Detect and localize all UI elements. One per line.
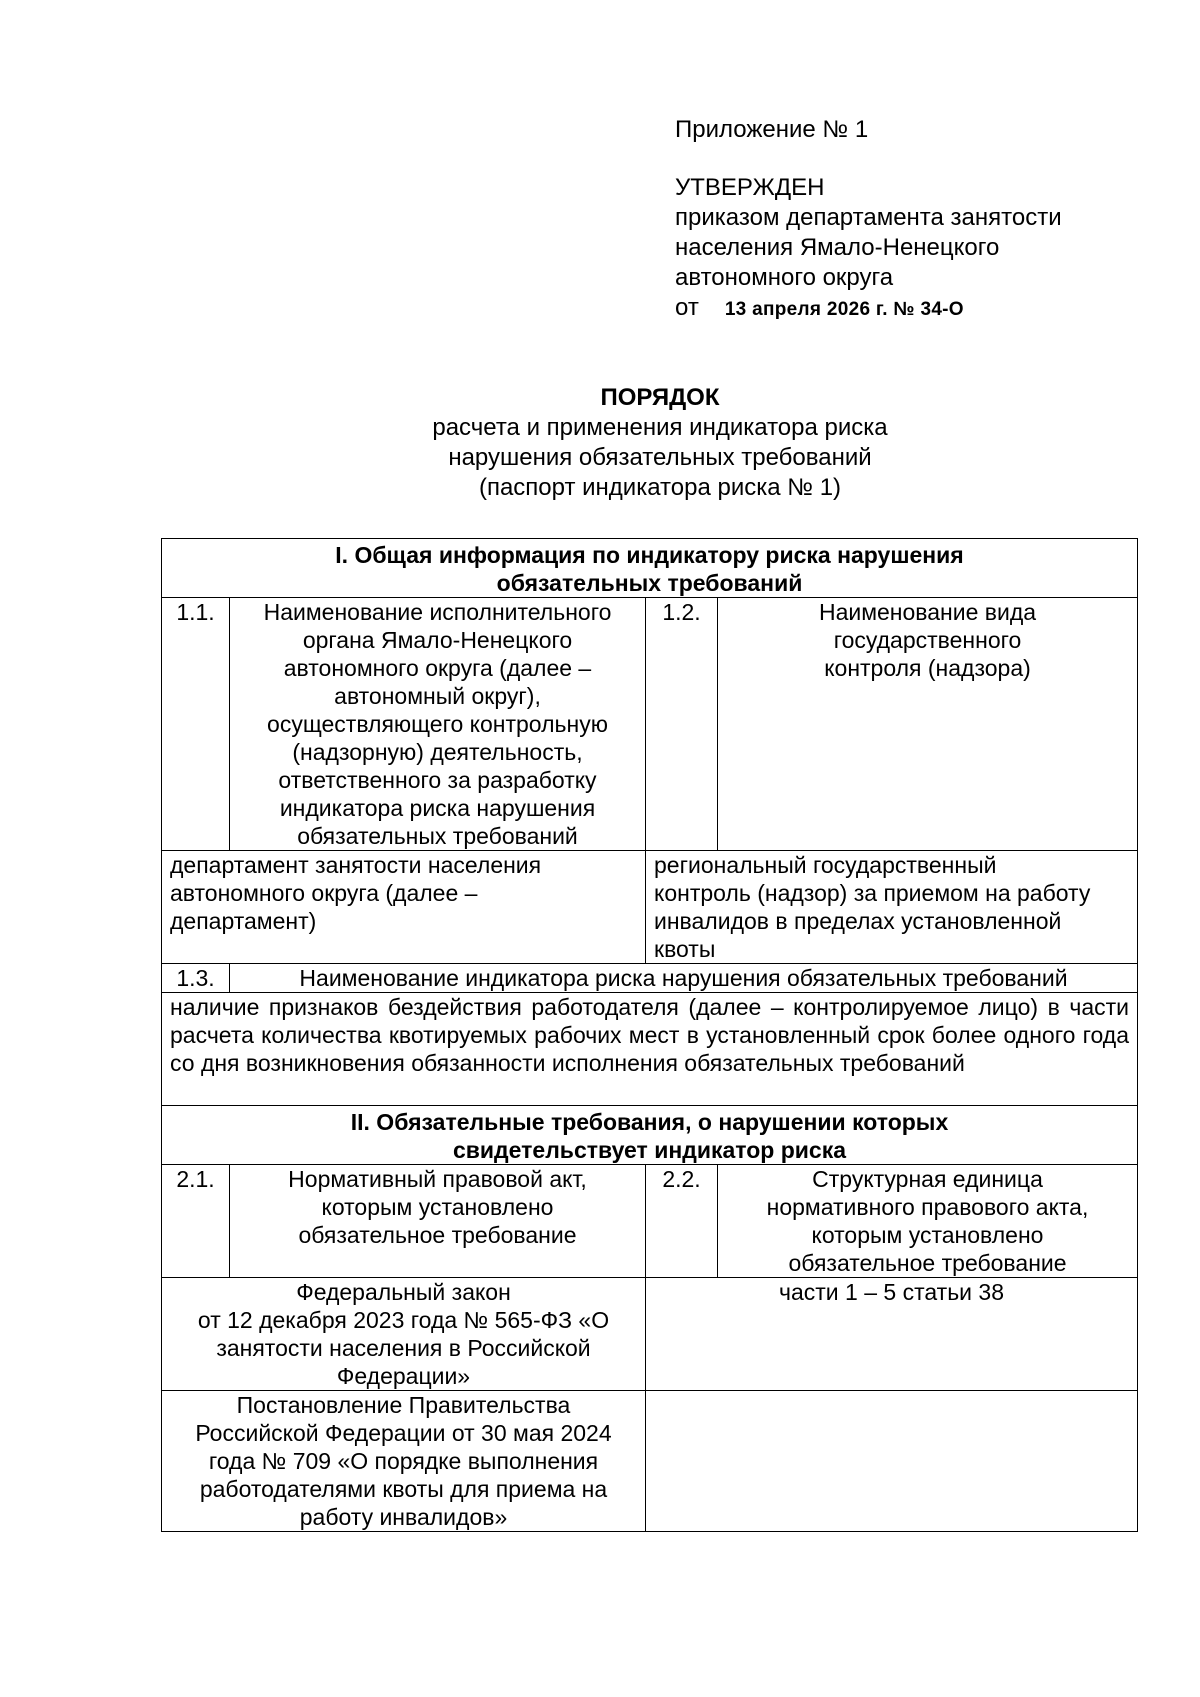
unit-cell bbox=[646, 1391, 1138, 1532]
act-cell bbox=[162, 1391, 646, 1532]
value-line: квоты bbox=[654, 936, 716, 962]
act-line: Российской Федерации от 30 мая 2024 bbox=[195, 1420, 612, 1446]
label-line: автономный округ), bbox=[334, 683, 541, 709]
label-line: индикатора риска нарушения bbox=[279, 795, 596, 821]
act-line: Постановление Правительства bbox=[236, 1392, 571, 1418]
act-cell bbox=[162, 1278, 646, 1391]
label-line: которым установлено bbox=[321, 1194, 554, 1220]
value-line: инвалидов в пределах установленной bbox=[654, 908, 1062, 934]
item-number: 2.2. bbox=[646, 1165, 718, 1278]
label-line: государственного bbox=[833, 627, 1022, 653]
order-line: приказом департамента занятости bbox=[675, 204, 1062, 231]
item-1-2-value bbox=[646, 851, 1138, 964]
unit-cell: части 1 – 5 статьи 38 bbox=[646, 1278, 1138, 1391]
appendix-label: Приложение № 1 bbox=[675, 116, 869, 143]
value-line: автономного округа (далее – bbox=[170, 880, 478, 906]
label-line: осуществляющего контрольную bbox=[267, 711, 608, 737]
table-row bbox=[162, 993, 1138, 1106]
label-line: обязательных требований bbox=[297, 823, 578, 849]
order-date: 13 апреля 2026 г. № 34-О bbox=[724, 299, 964, 320]
table-row bbox=[162, 1278, 1138, 1391]
act-line: от 12 декабря 2023 года № 565-ФЗ «О bbox=[197, 1307, 610, 1333]
value-line: региональный государственный bbox=[654, 852, 997, 878]
heading-line: обязательных требований bbox=[496, 570, 803, 596]
label-line: Наименование исполнительного bbox=[263, 599, 612, 625]
label-line: автономного округа (далее – bbox=[283, 655, 592, 681]
act-line: Федеральный закон bbox=[296, 1279, 511, 1305]
item-1-1-value bbox=[162, 851, 646, 964]
label-line: Нормативный правовой акт, bbox=[288, 1166, 587, 1192]
table-row bbox=[162, 964, 1138, 993]
label-line: которым установлено bbox=[811, 1222, 1044, 1248]
item-number: 2.1. bbox=[162, 1165, 230, 1278]
label-line: Структурная единица bbox=[812, 1166, 1043, 1192]
label-line: контроля (надзора) bbox=[824, 655, 1031, 681]
document-title bbox=[0, 383, 1200, 503]
label-line: нормативного правового акта, bbox=[766, 1194, 1089, 1220]
label-line: органа Ямало-Ненецкого bbox=[302, 627, 573, 653]
title-line: расчета и применения индикатора риска bbox=[432, 414, 888, 441]
order-line: автономного округа bbox=[675, 264, 894, 291]
heading-line: I. Общая информация по индикатору риска нарушения bbox=[335, 542, 964, 568]
item-1-2-label bbox=[718, 598, 1138, 851]
approved-stamp: УТВЕРЖДЕН bbox=[675, 174, 825, 201]
label-line: (надзорную) деятельность, bbox=[292, 739, 583, 765]
date-prefix: от bbox=[675, 294, 699, 321]
order-date-row bbox=[675, 293, 1145, 325]
section1-heading bbox=[162, 539, 1138, 598]
table-row bbox=[162, 1165, 1138, 1278]
label-line: ответственного за разработку bbox=[278, 767, 597, 793]
approval-block bbox=[675, 115, 1145, 325]
item-1-3-value: наличие признаков бездействия работодателя (далее – контролируемое лицо) в части расчета количества квотируемых рабочих мест в установленный срок более одного года со дня возникновения обязанности исполнения обязательных требований bbox=[162, 993, 1138, 1106]
title-line: (паспорт индикатора риска № 1) bbox=[478, 474, 842, 501]
item-2-2-label bbox=[718, 1165, 1138, 1278]
item-1-3-label: Наименование индикатора риска нарушения обязательных требований bbox=[230, 964, 1138, 993]
table-row bbox=[162, 1391, 1138, 1532]
item-number: 1.1. bbox=[162, 598, 230, 851]
label-line: Наименование вида bbox=[818, 599, 1037, 625]
item-1-1-label bbox=[230, 598, 646, 851]
passport-table bbox=[161, 538, 1138, 1532]
table-row bbox=[162, 851, 1138, 964]
value-line: контроль (надзор) за приемом на работу bbox=[654, 880, 1091, 906]
section-heading-row bbox=[162, 539, 1138, 598]
label-line: обязательное требование bbox=[788, 1250, 1067, 1276]
section2-heading bbox=[162, 1106, 1138, 1165]
heading-line: II. Обязательные требования, о нарушении которых bbox=[350, 1109, 949, 1135]
value-line: департамент занятости населения bbox=[170, 852, 542, 878]
item-number: 1.3. bbox=[162, 964, 230, 993]
act-line: работу инвалидов» bbox=[299, 1504, 508, 1530]
title-main: ПОРЯДОК bbox=[600, 384, 720, 411]
title-line: нарушения обязательных требований bbox=[448, 444, 872, 471]
act-line: работодателями квоты для приема на bbox=[199, 1476, 608, 1502]
act-line: Федерации» bbox=[336, 1363, 471, 1389]
act-line: года № 709 «О порядке выполнения bbox=[208, 1448, 599, 1474]
item-number: 1.2. bbox=[646, 598, 718, 851]
order-line: населения Ямало-Ненецкого bbox=[675, 234, 1000, 261]
section-heading-row bbox=[162, 1106, 1138, 1165]
table-row bbox=[162, 598, 1138, 851]
heading-line: свидетельствует индикатор риска bbox=[452, 1137, 847, 1163]
act-line: занятости населения в Российской bbox=[216, 1335, 591, 1361]
item-2-1-label bbox=[230, 1165, 646, 1278]
value-line: департамент) bbox=[170, 908, 317, 934]
label-line: обязательное требование bbox=[298, 1222, 577, 1248]
